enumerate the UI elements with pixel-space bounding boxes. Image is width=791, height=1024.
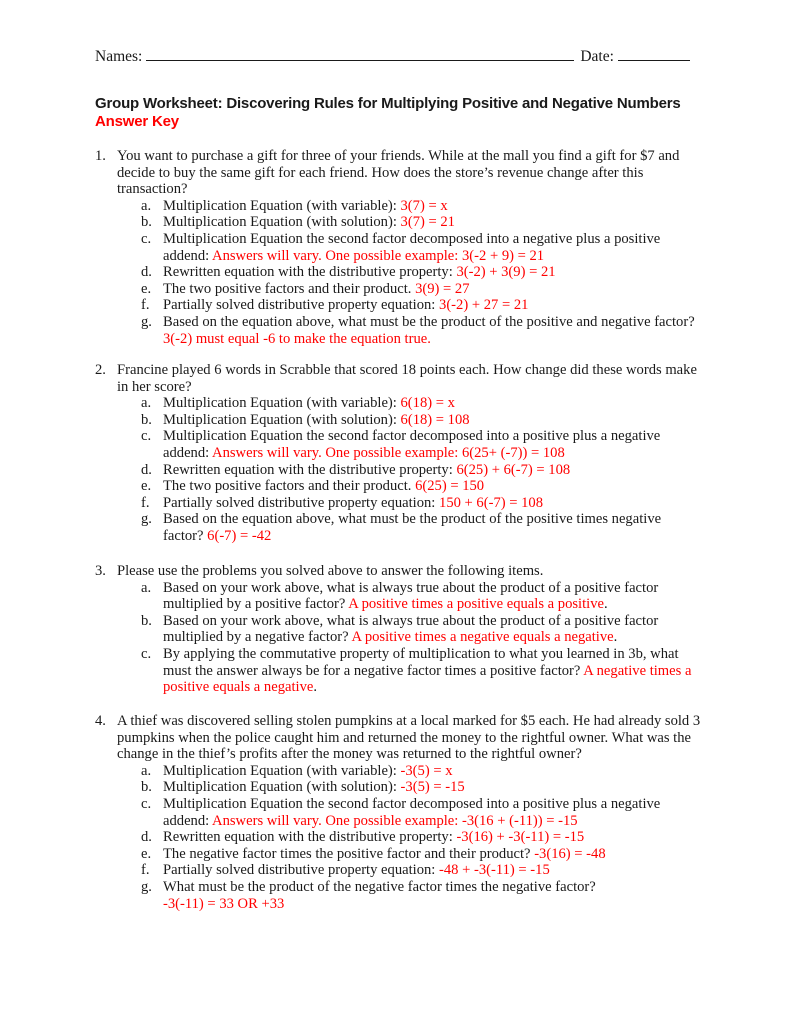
item-letter: a. xyxy=(141,197,152,214)
item-tail: . xyxy=(603,596,608,613)
item-answer: -3(16) + -3(-11) = -15 xyxy=(456,829,585,846)
sub-item xyxy=(141,862,705,879)
sub-item xyxy=(141,878,705,912)
item-prompt: Based on your work above, what is always true about the product of a positive factor multiplied by a negative factor? xyxy=(163,612,659,646)
item-answer: 6(18) = 108 xyxy=(400,411,470,428)
item-letter: g. xyxy=(141,878,152,895)
item-letter: a. xyxy=(141,395,152,412)
item-answer: Answers will vary. One possible example: 6(25+ (-7)) = 108 xyxy=(212,444,565,461)
sub-item xyxy=(141,313,705,347)
question-stem: A thief was discovered selling stolen pumpkins at a local marked for $5 each. He had already sold 3 pumpkins when the police caught him and returned the money to the rightful owner. What was the change in the thief’s profits after the money was returned to the rightful owner? xyxy=(117,713,701,763)
question-stem: Francine played 6 words in Scrabble that scored 18 points each. How change did these words make in her score? xyxy=(117,362,697,395)
item-letter: c. xyxy=(141,230,152,247)
sub-item xyxy=(141,478,705,495)
date-blank xyxy=(618,46,690,61)
sub-item xyxy=(141,612,705,646)
question-stem: You want to purchase a gift for three of your friends. While at the mall you find a gift for $7 and decide to buy the same gift for each friend. How does the store’s revenue change after this transaction? xyxy=(117,148,680,198)
sub-item xyxy=(141,264,705,281)
item-letter: c. xyxy=(141,795,152,812)
sub-item-list xyxy=(95,763,705,912)
item-prompt: Multiplication Equation the second factor decomposed into a positive plus a negative addend: xyxy=(163,795,661,829)
question-number: 1. xyxy=(95,148,106,164)
item-tail: . xyxy=(313,679,318,696)
item-letter: g. xyxy=(141,313,152,330)
sub-item xyxy=(141,762,705,780)
item-prompt: Rewritten equation with the distributive property: xyxy=(163,829,457,846)
title-main: Group Worksheet: Discovering Rules for Multiplying Positive and Negative Numbers xyxy=(95,95,681,112)
sub-item xyxy=(141,511,705,544)
item-answer: 3(-2) must equal -6 to make the equation true. xyxy=(163,330,431,347)
question-1 xyxy=(95,148,705,347)
item-prompt: Multiplication Equation (with solution): xyxy=(163,214,401,231)
item-letter: e. xyxy=(141,478,152,495)
question-number: 4. xyxy=(95,713,106,729)
sub-item-list xyxy=(95,198,705,347)
sub-item xyxy=(141,829,705,846)
item-letter: f. xyxy=(141,297,150,314)
answer-key-label: Answer Key xyxy=(95,113,179,130)
item-answer: A positive times a negative equals a negative xyxy=(351,629,614,646)
item-answer: A positive times a positive equals a positive xyxy=(348,596,604,613)
item-answer: 6(25) = 150 xyxy=(415,478,485,495)
sub-item xyxy=(141,297,705,314)
item-answer: Answers will vary. One possible example: -3(16 + (-11)) = -15 xyxy=(212,812,578,829)
item-letter: e. xyxy=(141,845,152,862)
item-letter: f. xyxy=(141,494,150,511)
item-letter: e. xyxy=(141,280,152,297)
item-prompt: Partially solved distributive property equation: xyxy=(163,494,440,511)
item-answer: 3(-2) + 3(9) = 21 xyxy=(456,264,556,281)
item-tail: . xyxy=(613,629,618,646)
item-answer: -3(-11) = 33 OR +33 xyxy=(163,895,285,912)
question-number: 3. xyxy=(95,563,106,579)
item-letter: b. xyxy=(141,214,152,231)
item-letter: a. xyxy=(141,579,152,596)
item-answer: 6(18) = x xyxy=(400,395,455,412)
item-letter: b. xyxy=(141,779,152,796)
item-prompt: Multiplication Equation (with variable): xyxy=(163,762,401,779)
item-letter: b. xyxy=(141,411,152,428)
item-prompt: Multiplication Equation the second factor decomposed into a positive plus a negative addend: xyxy=(163,428,661,461)
item-prompt: Multiplication Equation (with variable): xyxy=(163,395,401,412)
item-prompt: Partially solved distributive property equation: xyxy=(163,862,440,879)
names-blank xyxy=(146,46,574,61)
item-letter: c. xyxy=(141,645,152,662)
sub-item xyxy=(141,845,705,863)
item-answer: -48 + -3(-11) = -15 xyxy=(439,862,550,879)
date-label: Date: xyxy=(580,48,614,65)
question-stem: Please use the problems you solved above to answer the following items. xyxy=(117,563,544,579)
item-prompt: Multiplication Equation (with variable): xyxy=(163,197,401,214)
item-prompt: Rewritten equation with the distributive property: xyxy=(163,461,457,478)
item-letter: f. xyxy=(141,862,150,879)
sub-item xyxy=(141,197,705,215)
sub-item-list xyxy=(95,395,705,544)
item-prompt: Based on the equation above, what must be the product of the positive times negative factor? xyxy=(163,511,662,544)
sub-item xyxy=(141,494,705,512)
item-prompt: What must be the product of the negative factor times the negative factor? xyxy=(163,878,596,895)
item-answer: 3(9) = 27 xyxy=(415,280,470,297)
item-letter: d. xyxy=(141,264,152,281)
sub-item xyxy=(141,461,705,479)
item-answer: 3(-2) + 27 = 21 xyxy=(439,297,529,314)
header-line xyxy=(95,46,695,66)
item-prompt: The two positive factors and their product. xyxy=(163,280,416,297)
item-prompt: Partially solved distributive property equation: xyxy=(163,297,440,314)
item-prompt: By applying the commutative property of multiplication to what you learned in 3b, what must the answer always be for a negative factor times a positive factor? xyxy=(163,645,679,679)
item-letter: a. xyxy=(141,762,152,779)
item-prompt: Multiplication Equation (with solution): xyxy=(163,779,401,796)
item-letter: d. xyxy=(141,829,152,846)
item-prompt: Based on your work above, what is always true about the product of a positive factor multiplied by a positive factor? xyxy=(163,579,659,613)
sub-item xyxy=(141,411,705,429)
item-prompt: Multiplication Equation the second factor decomposed into a negative plus a positive addend: xyxy=(163,230,661,264)
item-letter: b. xyxy=(141,612,152,629)
item-answer: -3(5) = x xyxy=(400,762,453,779)
sub-item xyxy=(141,645,705,696)
item-prompt: The negative factor times the positive factor and their product? xyxy=(163,845,535,862)
item-answer: -3(5) = -15 xyxy=(400,779,465,796)
item-prompt: Rewritten equation with the distributive property: xyxy=(163,264,457,281)
item-letter: c. xyxy=(141,428,152,445)
sub-item xyxy=(141,214,705,231)
item-answer: Answers will vary. One possible example: 3(-2 + 9) = 21 xyxy=(212,247,545,264)
item-prompt: Multiplication Equation (with solution): xyxy=(163,411,401,428)
sub-item xyxy=(141,395,705,412)
sub-item xyxy=(141,779,705,796)
sub-item xyxy=(141,579,705,613)
item-prompt: The two positive factors and their product. xyxy=(163,478,416,495)
sub-item xyxy=(141,280,705,298)
sub-item xyxy=(141,230,705,264)
item-answer: 6(25) + 6(-7) = 108 xyxy=(456,461,571,478)
sub-item-list xyxy=(95,580,705,696)
item-answer: 3(7) = x xyxy=(400,197,448,214)
item-answer: 6(-7) = -42 xyxy=(207,527,272,544)
item-letter: d. xyxy=(141,461,152,478)
question-3 xyxy=(95,563,705,696)
sub-item xyxy=(141,795,705,829)
item-letter: g. xyxy=(141,511,152,528)
names-label: Names: xyxy=(95,48,143,65)
question-number: 2. xyxy=(95,362,106,378)
item-answer: -3(16) = -48 xyxy=(534,845,606,862)
item-answer: 3(7) = 21 xyxy=(400,214,455,231)
worksheet-title xyxy=(95,95,715,131)
item-answer: 150 + 6(-7) = 108 xyxy=(439,494,544,511)
sub-item xyxy=(141,428,705,461)
question-4 xyxy=(95,713,705,912)
item-answer: A negative times a positive equals a negative xyxy=(163,662,692,696)
question-2 xyxy=(95,362,705,545)
item-prompt: Based on the equation above, what must be the product of the positive and negative factor? xyxy=(163,313,695,330)
